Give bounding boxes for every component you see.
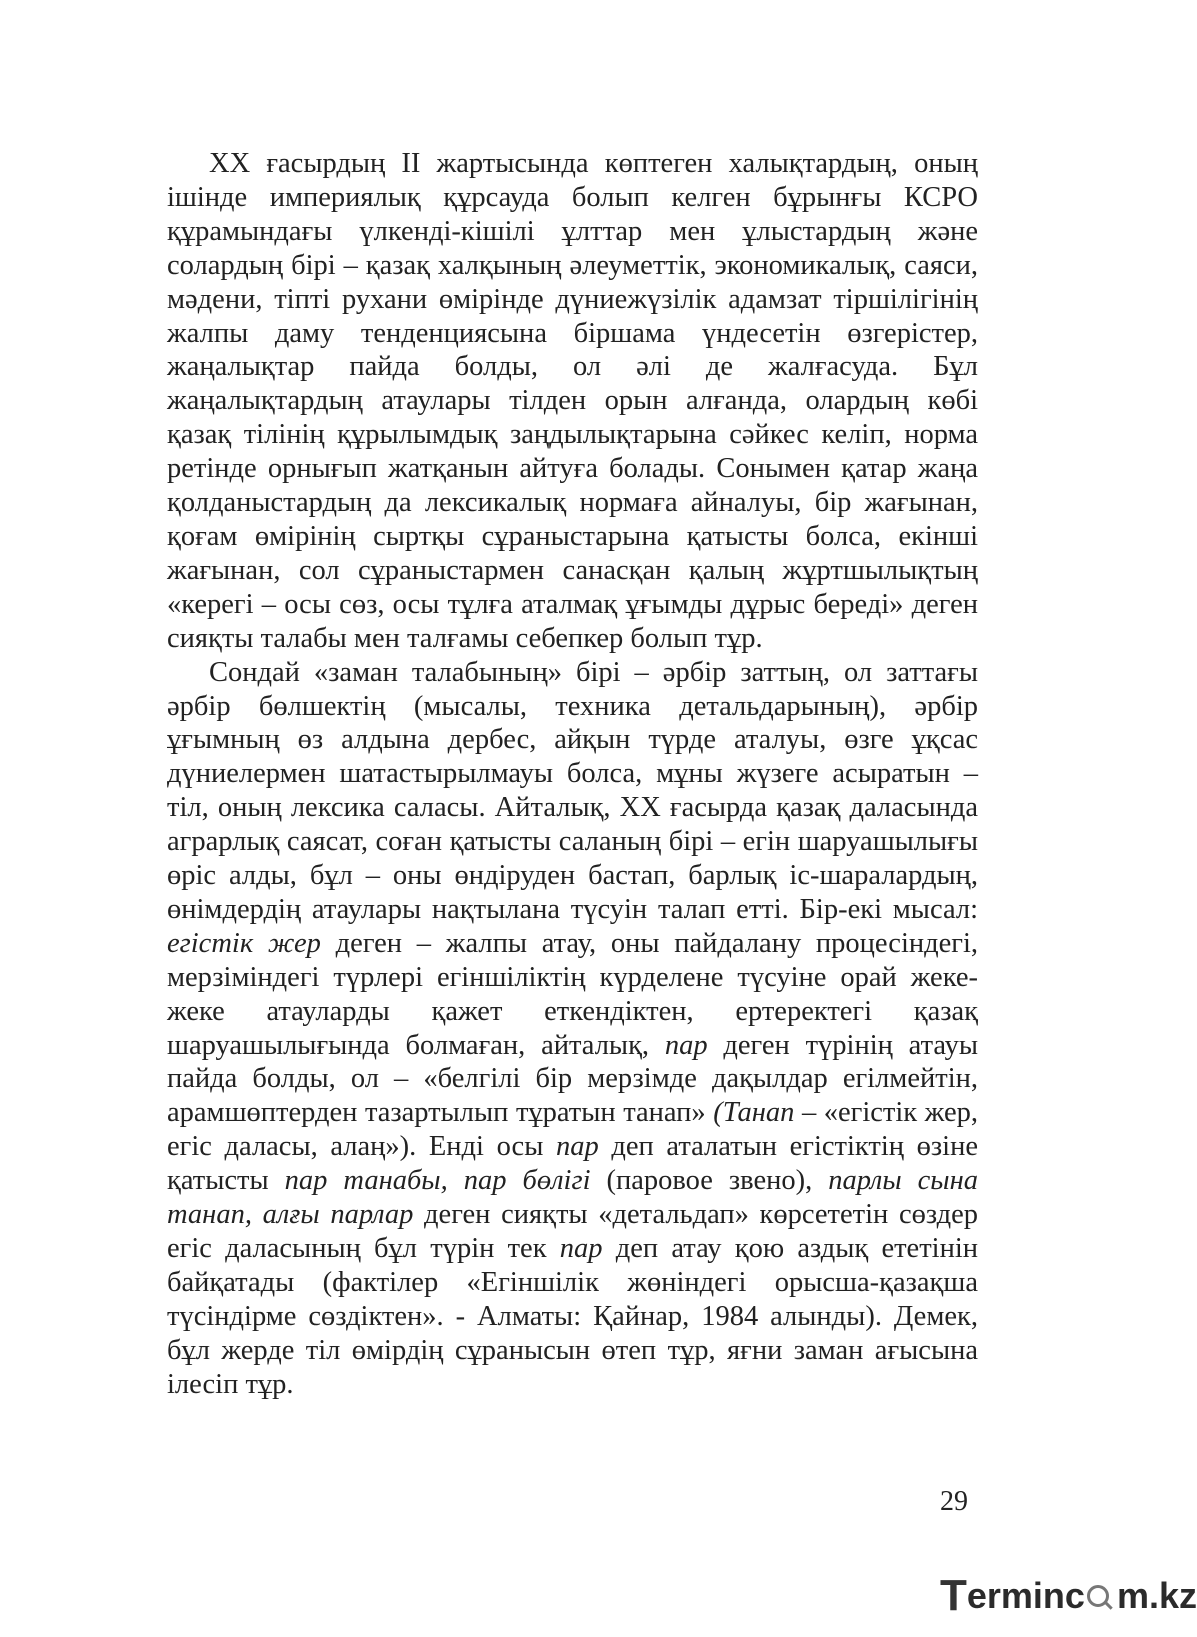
text-run: деген сияқты «детальдап» көрсететін сөздер егіс даласының бұл түрін тек [167, 1199, 978, 1264]
page-number: 29 [940, 1486, 968, 1517]
italic-term: (Танап [713, 1097, 795, 1129]
italic-term: пар [559, 1233, 603, 1264]
text-run: – «егістік жер, егіс даласы, алаң»). Енді осы [167, 1097, 978, 1163]
text-run: Сондай «заман талабының» бірі – әрбір заттың, ол заттағы әрбір бөлшектің (мысалы, техника детальдарының), әрбір ұғымның өз алдына дербес, айқын түрде аталуы, өзге ұқсас дүниелермен шатастырылмауы болса, мұны жүзеге асыратын – тіл, оның лексика саласы. Айталық, XX ғасырда қазақ даласында аграрлық саясат, соған қатысты саланың бірі – егін шаруашылығы өріс алды, бұл – оны өндіруден бастап, барлық іс-шаралардың, өнімдердің атаулары нақтылана түсуін талап етті. Бір-екі мысал: [167, 656, 978, 925]
watermark-text-start: erminc [966, 1575, 1085, 1616]
italic-term: пар [556, 1131, 599, 1163]
italic-term: пар [664, 1029, 708, 1061]
text-run: деген түрінің атауы пайда болды, ол – «белгілі бір мерзімде дақылдар егілмейтін, арамшөптерден тазартылып тұратын танап» [167, 1029, 978, 1129]
watermark-logo [940, 1573, 1197, 1619]
paragraph-2 [167, 656, 978, 1402]
text-run: деген – жалпы атау, оны пайдалану процесіндегі, мерзіміндегі түрлері егіншіліктің күрделене түсуіне орай жеке-жеке атауларды қажет еткендіктен, ертеректегі қазақ шаруашылығында болмаған, айталық, [167, 927, 978, 1061]
text-run: деп атау қою аздық ететінін байқатады (фактілер «Егіншілік жөніндегі орысша-қазақша түсіндірме сөздіктен». - Алматы: Қайнар, 1984 алынды). Демек, бұл жерде тіл өмірдің сұранысын өтеп тұр, яғни заман ағысына ілесіп тұр. [167, 1233, 978, 1400]
italic-term: пар танабы, пар бөлігі [284, 1165, 591, 1197]
watermark-first-letter: T [940, 1571, 967, 1620]
magnifier-icon [1087, 1585, 1109, 1607]
italic-term: егістік жер [167, 927, 321, 959]
italic-term: парлы сына танап, алғы парлар [167, 1165, 978, 1231]
paragraph-1 [167, 147, 978, 656]
text-run: деп аталатын егістіктің өзіне қатысты [167, 1131, 978, 1197]
watermark-text-end: m.kz [1116, 1575, 1197, 1616]
page-body [167, 147, 978, 1402]
text-run: (паровое звено), [590, 1165, 829, 1197]
text-run: XX ғасырдың II жартысында көптеген халықтардың, оның ішінде империялық құрсауда болып келген бұрынғы КСРО құрамындағы үлкенді-кішілі ұлттар мен ұлыстардың және солардың бірі – қазақ халқының әлеуметтік, экономикалық, саяси, мәдени, тіпті рухани өмірінде дүниежүзілік адамзат тіршілігінің жалпы даму тенденциясына біршама үндесетін өзгерістер, жаңалықтар пайда болды, ол әлі де жалғасуда. Бұл жаңалықтардың атаулары тілден орын алғанда, олардың көбі қазақ тілінің құрылымдық заңдылықтарына сәйкес келіп, норма ретінде орнығып жатқанын айтуға болады. Сонымен қатар жаңа қолданыстардың да лексикалық нормаға айналуы, бір жағынан, қоғам өмірінің сыртқы сұраныстарына қатысты болса, екінші жағынан, сол сұраныстармен санасқан қалың жұртшылықтың «керегі – осы сөз, осы тұлға аталмақ ұғымды дұрыс береді» деген сияқты талабы мен талғамы себепкер болып тұр. [167, 148, 978, 654]
